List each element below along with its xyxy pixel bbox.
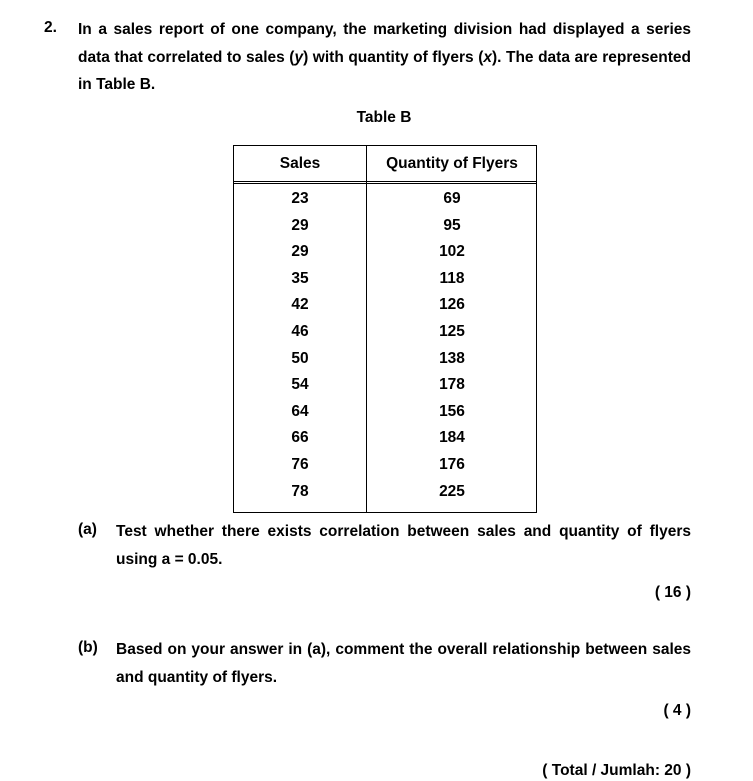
cell-sales: 35 [291, 269, 309, 287]
header-quantity-of-flyers: Quantity of Flyers [386, 155, 518, 172]
table-row [234, 323, 536, 350]
header-sales: Sales [279, 155, 321, 172]
variable-y: y [294, 48, 304, 66]
cell-sales: 78 [291, 482, 309, 500]
part-a-label: (a) [78, 521, 97, 538]
data-table [233, 145, 537, 513]
cell-sales: 50 [291, 349, 309, 367]
cell-sales: 29 [291, 243, 309, 261]
table-row [234, 429, 536, 456]
cell-flyers: 225 [439, 482, 465, 500]
cell-flyers: 125 [439, 322, 465, 340]
part-a-text: Test whether there exists correlation between sales and quantity of flyers using a = 0.05. [116, 523, 691, 568]
cell-flyers: 184 [439, 429, 465, 447]
header-rule-double [234, 183, 536, 184]
table-row [234, 270, 536, 297]
cell-flyers: 178 [439, 376, 465, 394]
total-marks: ( Total / Jumlah: 20 ) [542, 762, 691, 779]
cell-sales: 64 [291, 402, 309, 420]
table-row [234, 456, 536, 483]
table-body [234, 190, 536, 509]
table-row [234, 296, 536, 323]
table-row [234, 350, 536, 377]
cell-flyers: 102 [439, 243, 465, 261]
header-rule [234, 181, 536, 182]
cell-flyers: 176 [439, 455, 465, 473]
table-row [234, 483, 536, 510]
cell-sales: 29 [291, 216, 309, 234]
cell-flyers: 138 [439, 349, 465, 367]
cell-sales: 54 [291, 376, 309, 394]
cell-sales: 23 [291, 190, 309, 207]
question-text [78, 16, 691, 99]
part-b-text: Based on your answer in (a), comment the overall relationship between sales and quantity of flyers. [116, 641, 691, 686]
question-intro-part3: ). The data are represented in Table B. [78, 48, 692, 93]
table-row [234, 376, 536, 403]
cell-flyers: 126 [439, 296, 465, 314]
cell-flyers: 69 [443, 190, 461, 207]
cell-flyers: 156 [439, 402, 465, 420]
cell-flyers: 118 [439, 269, 465, 287]
question-number: 2. [44, 19, 57, 36]
cell-sales: 46 [291, 322, 309, 340]
table-row [234, 217, 536, 244]
table-caption: Table B [356, 109, 412, 126]
part-a-marks: ( 16 ) [654, 584, 691, 601]
table-row [234, 243, 536, 270]
question-intro-part2: ) with quantity of flyers ( [303, 48, 484, 66]
table-row [234, 190, 536, 217]
table-row [234, 403, 536, 430]
variable-x: x [483, 48, 492, 66]
cell-sales: 42 [291, 296, 309, 314]
cell-sales: 66 [291, 429, 309, 447]
cell-sales: 76 [291, 455, 309, 473]
part-b-marks: ( 4 ) [663, 702, 691, 719]
part-b-label: (b) [78, 639, 98, 656]
cell-flyers: 95 [443, 216, 461, 234]
question-intro-part1: In a sales report of one company, the marketing division had displayed a series data that correlated to sales ( [78, 21, 691, 66]
